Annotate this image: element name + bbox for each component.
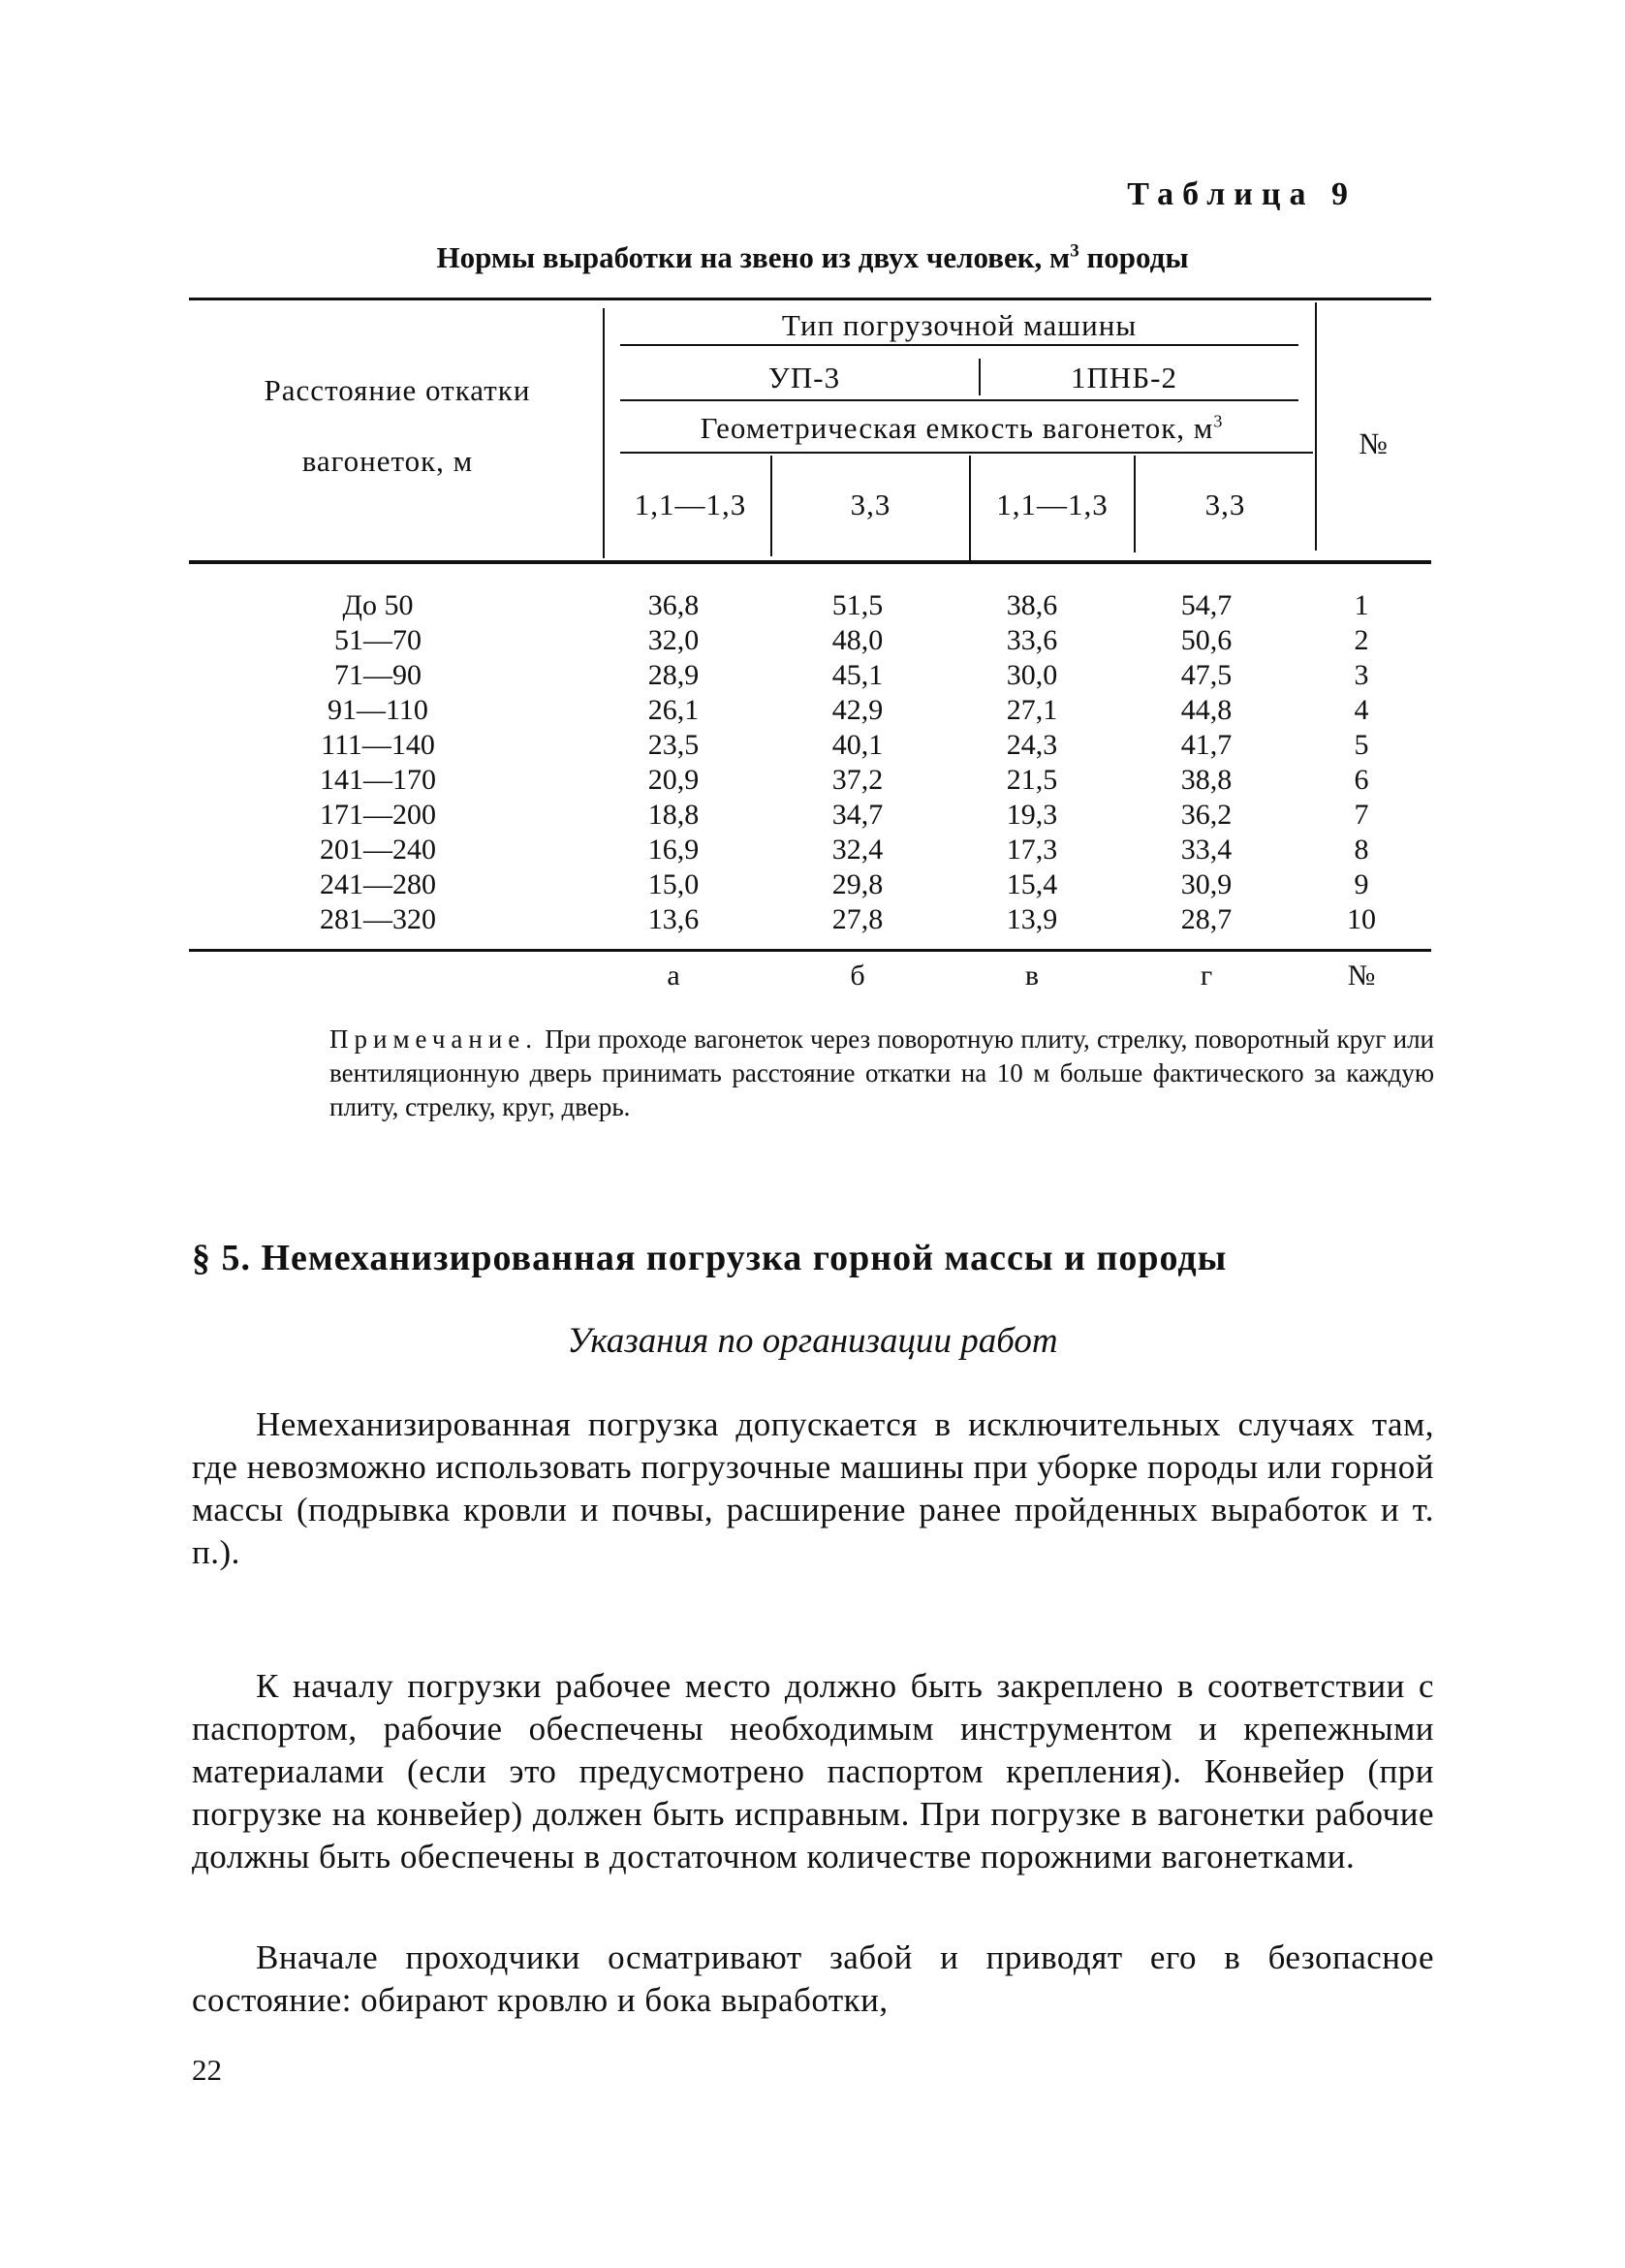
table-row	[189, 659, 1431, 694]
cell-v: 13,9	[1006, 903, 1058, 935]
cell-b: 42,9	[831, 694, 884, 726]
table-row	[189, 764, 1431, 799]
cell-a: 18,8	[647, 799, 700, 831]
cell-g: 50,6	[1180, 624, 1233, 656]
header-divider-left	[603, 308, 605, 558]
cell-a: 32,0	[647, 624, 700, 656]
page-number: 22	[192, 2053, 222, 2087]
cell-a: 36,8	[647, 589, 700, 621]
table-row	[189, 589, 1431, 624]
cell-g: 33,4	[1180, 834, 1233, 866]
cell-distance: До 50	[342, 589, 414, 621]
cell-b: 29,8	[831, 868, 884, 900]
column-letters-row	[189, 960, 1431, 994]
cell-v: 38,6	[1006, 589, 1058, 621]
cell-g: 41,7	[1180, 729, 1233, 761]
cell-g: 38,8	[1180, 764, 1233, 796]
letter-a: а	[667, 960, 680, 992]
cell-a: 28,9	[647, 659, 700, 691]
caption-sup: 3	[1070, 240, 1079, 262]
cell-distance: 141—170	[320, 764, 436, 796]
table-caption	[0, 240, 1625, 275]
header-capacity-v: 1,1—1,3	[996, 488, 1109, 521]
cell-b: 48,0	[831, 624, 884, 656]
cell-number: 1	[1354, 589, 1369, 621]
cell-g: 36,2	[1180, 799, 1233, 831]
cell-v: 24,3	[1006, 729, 1058, 761]
cell-a: 26,1	[647, 694, 700, 726]
table-row	[189, 903, 1431, 938]
letter-v: в	[1024, 960, 1040, 992]
cell-number: 9	[1354, 868, 1369, 900]
header-machine-1pnb2: 1ПНБ-2	[1071, 361, 1177, 394]
section-heading: § 5. Немеханизированная погрузка горной массы и породы	[192, 1238, 1228, 1278]
paragraph-2: К началу погрузки рабочее место должно быть закреплено в соответствии с паспортом, рабочие обеспечены необходимым инструментом и крепежными материалами (если это предусмотрено паспортом крепления). Конвейер (при погрузке на конвейер) должен быть исправным. При погрузке в вагонетки рабочие должны быть обеспечены в достаточном количестве порожними вагонетками.	[192, 1667, 1434, 1875]
caption-end: породы	[1078, 240, 1189, 274]
cell-number: 7	[1354, 799, 1369, 831]
cell-g: 54,7	[1180, 589, 1233, 621]
cell-a: 20,9	[647, 764, 700, 796]
header-machine-up3: УП-3	[767, 361, 841, 394]
capacity-label-sup: 3	[1213, 411, 1224, 431]
cell-v: 17,3	[1006, 834, 1058, 866]
machine-divider	[979, 359, 981, 395]
cell-v: 15,4	[1006, 868, 1058, 900]
cell-distance: 91—110	[328, 694, 428, 726]
header-subrule-3	[620, 452, 1313, 454]
capacity-label-text: Геометрическая емкость вагонеток, м	[700, 411, 1214, 445]
cell-v: 21,5	[1006, 764, 1058, 796]
cell-number: 5	[1354, 729, 1369, 761]
note-label: Примечание.	[329, 1024, 539, 1054]
cell-g: 44,8	[1180, 694, 1233, 726]
cell-b: 27,8	[831, 903, 884, 935]
cell-distance: 71—90	[334, 659, 422, 691]
header-distance-line2: вагонеток, м	[301, 444, 474, 478]
cell-b: 37,2	[831, 764, 884, 796]
letter-b: б	[850, 960, 865, 992]
cell-a: 13,6	[647, 903, 700, 935]
cell-b: 51,5	[831, 589, 884, 621]
header-subrule-2	[620, 399, 1298, 401]
cell-g: 30,9	[1180, 868, 1233, 900]
cell-b: 45,1	[831, 659, 884, 691]
cell-v: 30,0	[1006, 659, 1058, 691]
header-capacity-g: 3,3	[1204, 488, 1246, 521]
cell-distance: 281—320	[320, 903, 436, 935]
table-row	[189, 624, 1431, 659]
cell-v: 27,1	[1006, 694, 1058, 726]
cell-a: 23,5	[647, 729, 700, 761]
cell-a: 15,0	[647, 868, 700, 900]
cell-b: 40,1	[831, 729, 884, 761]
header-capacity-a: 1,1—1,3	[634, 488, 747, 521]
cell-b: 34,7	[831, 799, 884, 831]
paragraph-3: Вначале проходчики осматривают забой и приводят его в безопасное состояние: обирают кровлю и бока выработки,	[192, 1938, 1434, 2019]
cell-g: 28,7	[1180, 903, 1233, 935]
table-header-bottom-rule	[189, 560, 1431, 564]
table-row	[189, 729, 1431, 764]
table-label: Таблица 9	[1127, 176, 1357, 212]
cell-a: 16,9	[647, 834, 700, 866]
table-row	[189, 694, 1431, 729]
cell-distance: 51—70	[334, 624, 422, 656]
table-row	[189, 868, 1431, 903]
table-row	[189, 834, 1431, 868]
cell-number: 6	[1354, 764, 1369, 796]
letter-g: г	[1200, 960, 1213, 992]
header-machine-type: Тип погрузочной машины	[781, 308, 1138, 342]
cell-v: 33,6	[1006, 624, 1058, 656]
cell-number: 8	[1354, 834, 1369, 866]
table-bottom-rule	[189, 949, 1431, 952]
header-divider-right	[1315, 302, 1317, 551]
header-capacity-b: 3,3	[850, 488, 891, 521]
note-text: При проходе вагонеток через поворотную плиту, стрелку, поворотный круг или вентиляционную дверь принимать расстояние откатки на 10 м больше фактического за каждую плиту, стрелку, круг, дверь.	[329, 1024, 1435, 1121]
header-distance-line1: Расстояние откатки	[264, 373, 531, 407]
header-number: №	[1359, 426, 1389, 460]
paragraph-1: Немеханизированная погрузка допускается в исключительных случаях там, где невозможно использовать погрузочные машины при уборке породы или горной массы (подрывка кровли и почвы, расширение ранее пройденных выработок и т. п.).	[192, 1405, 1434, 1571]
cell-number: 2	[1354, 624, 1369, 656]
cell-distance: 111—140	[321, 729, 435, 761]
cell-distance: 201—240	[320, 834, 436, 866]
cell-g: 47,5	[1180, 659, 1233, 691]
cell-number: 4	[1354, 694, 1369, 726]
cell-distance: 241—280	[320, 868, 436, 900]
cell-distance: 171—200	[320, 799, 436, 831]
header-capacity-label	[610, 411, 1313, 446]
letter-number: №	[1347, 960, 1376, 992]
cell-number: 10	[1347, 903, 1376, 935]
section-subheading: Указания по организации работ	[567, 1321, 1058, 1361]
caption-main: Нормы выработки на звено из двух человек, м	[436, 240, 1071, 274]
table-note	[329, 1023, 1434, 1124]
cell-b: 32,4	[831, 834, 884, 866]
table-row	[189, 799, 1431, 834]
table-top-rule	[189, 298, 1431, 300]
cell-v: 19,3	[1006, 799, 1058, 831]
cell-number: 3	[1354, 659, 1369, 691]
header-subrule-1	[620, 344, 1298, 346]
